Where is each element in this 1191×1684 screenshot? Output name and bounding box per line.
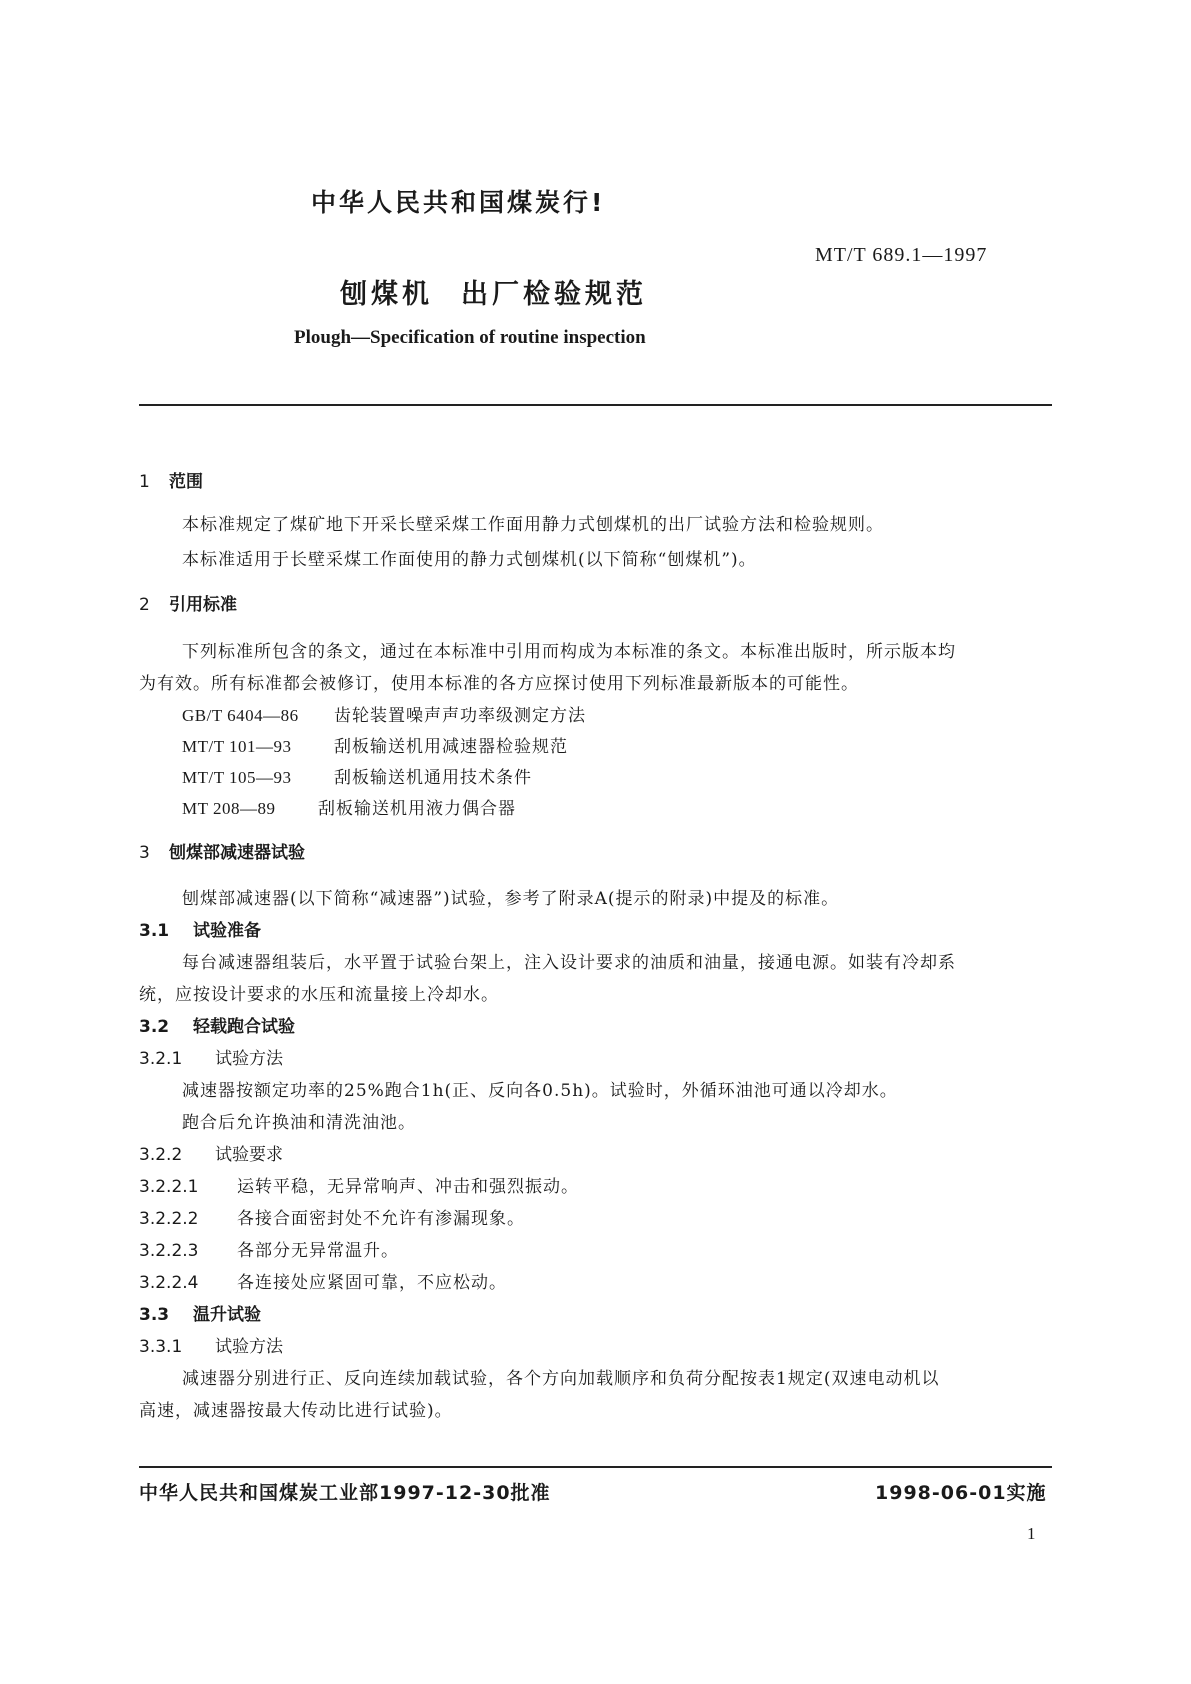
section-1-para-1: 本标准规定了煤矿地下开采长壁采煤工作面用静力式刨煤机的出厂试验方法和检验规则。: [182, 515, 884, 535]
subsection-3-2-1-heading: [139, 1044, 283, 1069]
subsection-3-2-1-line-2: 跑合后允许换油和清洗油池。: [182, 1113, 416, 1133]
page-number: 1: [1027, 1524, 1036, 1543]
reference-row: [182, 701, 586, 726]
clause-text: 各接合面密封处不允许有渗漏现象。: [237, 1209, 525, 1229]
subsection-number: 3.3.1: [139, 1337, 183, 1357]
clause-number: 3.2.2.1: [139, 1177, 199, 1197]
clause-item: [139, 1172, 579, 1197]
clause-item: [139, 1236, 399, 1261]
title-cn-part-b: 出厂检验规范: [461, 279, 647, 310]
subsection-number: 3.2.2: [139, 1145, 183, 1165]
reference-row: [182, 763, 532, 788]
implementation-date: 1998-06-01实施: [875, 1482, 1047, 1504]
section-2-para-line-1: 下列标准所包含的条文，通过在本标准中引用而构成为本标准的条文。本标准出版时，所示版本均: [182, 642, 956, 662]
clause-number: 3.2.2.2: [139, 1209, 199, 1229]
document-title-cn: [340, 272, 647, 311]
reference-name: 刮板输送机用减速器检验规范: [334, 737, 568, 757]
clause-text: 各部分无异常温升。: [237, 1241, 399, 1261]
section-2-number: 2: [139, 595, 150, 615]
document-title-en: Plough—Specification of routine inspection: [294, 327, 646, 348]
subsection-title: 轻载跑合试验: [193, 1017, 295, 1037]
section-3-title: 刨煤部减速器试验: [169, 843, 305, 863]
subsection-3-1-heading: [139, 916, 261, 941]
clause-text: 运转平稳，无异常响声、冲击和强烈振动。: [237, 1177, 579, 1197]
section-3-heading: [139, 838, 305, 863]
subsection-title: 温升试验: [193, 1305, 261, 1325]
section-3-para: 刨煤部减速器(以下简称“减速器”)试验，参考了附录A(提示的附录)中提及的标准。: [182, 889, 840, 909]
subsection-number: 3.2: [139, 1017, 170, 1037]
subsection-title: 试验方法: [215, 1049, 283, 1069]
reference-code: GB/T 6404—86: [182, 706, 299, 725]
clause-number: 3.2.2.4: [139, 1273, 199, 1293]
clause-item: [139, 1268, 507, 1293]
section-1-para-2: 本标准适用于长壁采煤工作面使用的静力式刨煤机(以下简称“刨煤机”)。: [182, 550, 757, 570]
footer-divider: [139, 1466, 1052, 1468]
reference-code: MT/T 101—93: [182, 737, 292, 756]
clause-text: 各连接处应紧固可靠，不应松动。: [237, 1273, 507, 1293]
subsection-3-2-2-heading: [139, 1140, 283, 1165]
section-1-title: 范围: [169, 472, 203, 492]
clause-item: [139, 1204, 525, 1229]
subsection-number: 3.2.1: [139, 1049, 183, 1069]
standard-code: MT/T 689.1—1997: [815, 244, 988, 266]
subsection-number: 3.1: [139, 921, 170, 941]
reference-code: MT/T 105—93: [182, 768, 292, 787]
reference-row: [182, 794, 516, 819]
section-1-heading: [139, 467, 203, 492]
subsection-3-3-1-line-2: 高速，减速器按最大传动比进行试验)。: [139, 1401, 453, 1421]
subsection-3-3-1-heading: [139, 1332, 283, 1357]
section-2-title: 引用标准: [169, 595, 237, 615]
subsection-3-1-line-2: 统，应按设计要求的水压和流量接上冷却水。: [139, 985, 499, 1005]
subsection-number: 3.3: [139, 1305, 170, 1325]
subsection-3-3-1-line-1: 减速器分别进行正、反向连续加载试验，各个方向加载顺序和负荷分配按表1规定(双速电动机以: [182, 1369, 940, 1389]
section-2-para-line-2: 为有效。所有标准都会被修订，使用本标准的各方应探讨使用下列标准最新版本的可能性。: [139, 674, 859, 694]
subsection-3-1-line-1: 每台减速器组装后，水平置于试验台架上，注入设计要求的油质和油量，接通电源。如装有冷却系: [182, 953, 956, 973]
clause-number: 3.2.2.3: [139, 1241, 199, 1261]
issuing-body-header: 中华人民共和国煤炭行!: [311, 188, 606, 217]
reference-name: 刮板输送机用液力偶合器: [318, 799, 516, 819]
section-1-number: 1: [139, 472, 150, 492]
section-2-heading: [139, 590, 237, 615]
subsection-3-2-heading: [139, 1012, 295, 1037]
subsection-title: 试验准备: [193, 921, 261, 941]
title-cn-part-a: 刨煤机: [340, 279, 433, 310]
subsection-3-2-1-line-1: 减速器按额定功率的25%跑合1h(正、反向各0.5h)。试验时，外循环油池可通以冷却水。: [182, 1081, 898, 1101]
reference-code: MT 208—89: [182, 799, 276, 818]
subsection-title: 试验方法: [215, 1337, 283, 1357]
header-divider: [139, 404, 1052, 406]
reference-name: 齿轮装置噪声声功率级测定方法: [334, 706, 586, 726]
approval-statement: 中华人民共和国煤炭工业部1997-12-30批准: [139, 1482, 551, 1504]
reference-name: 刮板输送机通用技术条件: [334, 768, 532, 788]
section-3-number: 3: [139, 843, 150, 863]
subsection-3-3-heading: [139, 1300, 261, 1325]
subsection-title: 试验要求: [215, 1145, 283, 1165]
reference-row: [182, 732, 568, 757]
